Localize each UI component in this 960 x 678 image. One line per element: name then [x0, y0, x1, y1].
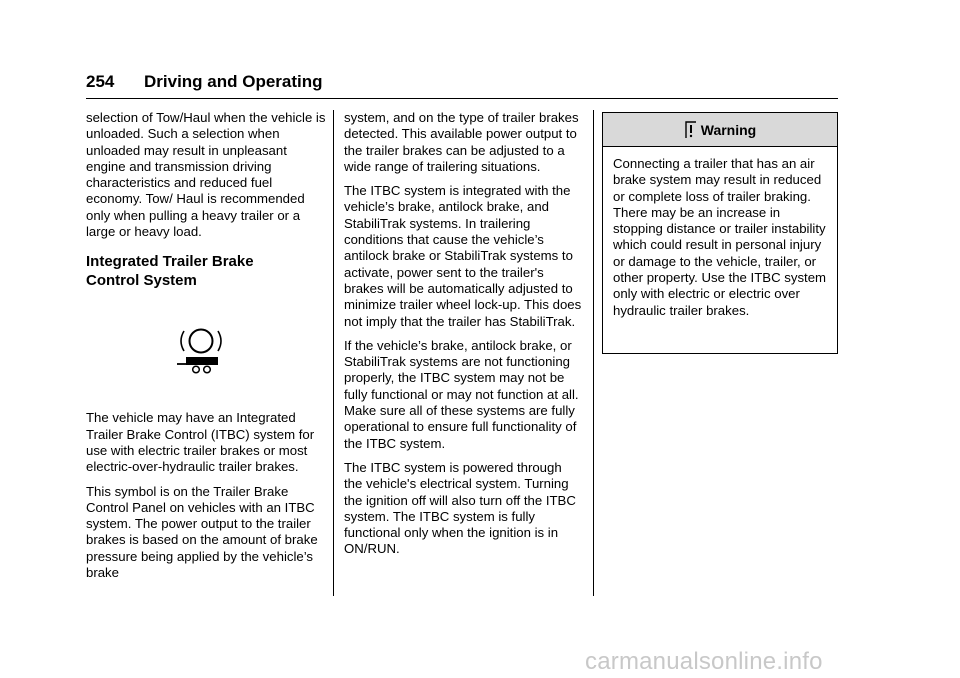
trailer-brake-symbol-icon	[176, 326, 226, 378]
warning-box	[602, 112, 838, 354]
section-subheading	[86, 252, 326, 290]
paragraph-powered: The ITBC system is powered through the vehicle's electrical system. Turning the ignition off will also turn off the ITBC system. The ITBC system is fully functional only when the ignition is in ON/RUN.	[344, 459, 576, 557]
column-divider-left	[333, 110, 334, 596]
paragraph-itbc-intro: The vehicle may have an Integrated Trailer Brake Control (ITBC) system for use with electric trailer brakes or most electric-over-hydraulic trailer brakes.	[86, 410, 315, 475]
text-column-1	[86, 110, 326, 589]
section-title: Driving and Operating	[144, 72, 323, 91]
subheading-line-2: Control System	[86, 272, 197, 290]
paragraph-towhaul-continued: selection of Tow/Haul when the vehicle is unloaded. Such a selection when unloaded may result in unpleasant engine and transmission driving characteristics and reduced fuel economy. Tow/ Haul is recommended only when pulling a heavy trailer or a large or heavy load.	[86, 110, 326, 240]
page-number: 254	[86, 72, 115, 91]
page-header	[86, 70, 838, 99]
paragraph-integrated: The ITBC system is integrated with the vehicle’s brake, antilock brake, and StabiliTrak systems. In trailering conditions that cause the vehicle’s antilock brake or StabiliTrak systems to activate, power sent to the trailer's brakes will be automatically adjusted to minimize trailer wheel lock-up. This does not imply that the trailer has StabiliTrak.	[344, 183, 582, 329]
paragraph-not-functioning: If the vehicle’s brake, antilock brake, or StabiliTrak systems are not functioning properly, the ITBC system may not be fully functional or may not function at all. Make sure all of these systems are fully operational to ensure full functionality of the ITBC system.	[344, 337, 579, 451]
warning-body: Connecting a trailer that has an air brake system may result in reduced or complete loss of trailer braking. There may be an increase in stopping distance or trailer instability which could result in personal injury or damage to the vehicle, trailer, or other property. Use the ITBC system only with electric or electric over hydraulic trailer brakes.	[613, 156, 827, 318]
warning-title: Warning	[700, 121, 757, 138]
subheading-line-1: Integrated Trailer Brake	[86, 253, 254, 271]
warning-bracket-icon	[684, 121, 698, 139]
paragraph-symbol: This symbol is on the Trailer Brake Control Panel on vehicles with an ITBC system. The power output to the trailer brakes is based on the amount of brake pressure being applied by the vehicle’s brake	[86, 483, 318, 581]
symbol-figure	[86, 290, 326, 410]
watermark: carmanualsonline.info	[585, 648, 823, 675]
column-divider-right	[593, 110, 594, 596]
text-column-2	[344, 110, 582, 566]
warning-header	[603, 113, 837, 147]
paragraph-brake-continued: system, and on the type of trailer brakes detected. This available power output to the trailer brakes can be adjusted to a wide range of trailering situations.	[344, 110, 579, 174]
